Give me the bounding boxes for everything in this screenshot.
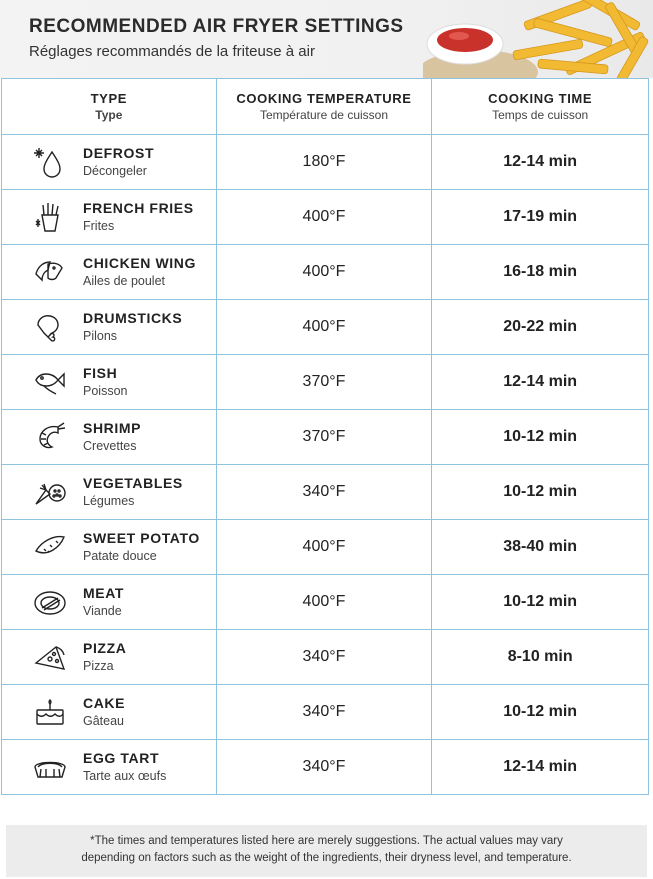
page-title: RECOMMENDED AIR FRYER SETTINGS: [29, 16, 404, 37]
food-name-fr: Pilons: [83, 329, 118, 343]
time-cell: 10-12 min: [432, 685, 649, 740]
temperature-cell: 400°F: [216, 575, 432, 630]
time-header-fr: Temps de cuisson: [492, 108, 589, 122]
food-name-fr: Ailes de poulet: [83, 274, 166, 288]
type-header-fr: Type: [95, 108, 123, 122]
food-name-fr: Viande: [83, 604, 122, 618]
table-row: [2, 575, 649, 630]
food-name-fr: Décongeler: [83, 164, 147, 178]
table-row: [2, 300, 649, 355]
time-cell: 12-14 min: [432, 740, 649, 795]
sweet-potato-icon: [32, 531, 68, 563]
time-header-en: COOKING TIME: [488, 91, 593, 106]
food-name-fr: Tarte aux œufs: [83, 769, 167, 783]
table-row: [2, 520, 649, 575]
time-cell: 17-19 min: [432, 190, 649, 245]
temperature-cell: 400°F: [216, 190, 432, 245]
page-subtitle: Réglages recommandés de la friteuse à air: [29, 43, 315, 60]
table-header-row: [2, 79, 649, 135]
temperature-cell: 370°F: [216, 410, 432, 465]
time-cell: 8-10 min: [432, 630, 649, 685]
food-name: CHICKEN WING: [83, 255, 196, 271]
vegetables-icon: [32, 476, 68, 508]
french-fries-icon: [32, 201, 68, 233]
type-cell: [2, 135, 217, 190]
food-name: FRENCH FRIES: [83, 200, 194, 216]
footnote-line-1: *The times and temperatures listed here are merely suggestions. The actual values may vary: [90, 835, 563, 847]
food-name-fr: Crevettes: [83, 439, 137, 453]
table-row: [2, 245, 649, 300]
table-row: [2, 685, 649, 740]
type-cell: [2, 520, 217, 575]
time-cell: 10-12 min: [432, 575, 649, 630]
food-name: SWEET POTATO: [83, 530, 200, 546]
type-cell: [2, 630, 217, 685]
type-cell: [2, 575, 217, 630]
table-row: [2, 465, 649, 520]
shrimp-icon: [32, 421, 68, 453]
type-cell: [2, 245, 217, 300]
temperature-cell: 340°F: [216, 685, 432, 740]
food-name-fr: Pizza: [83, 659, 114, 673]
temperature-cell: 180°F: [216, 135, 432, 190]
table-row: [2, 630, 649, 685]
meat-icon: [32, 586, 68, 618]
chicken-wing-icon: [32, 256, 68, 288]
food-name-fr: Frites: [83, 219, 115, 233]
food-name: CAKE: [83, 695, 126, 711]
time-cell: 38-40 min: [432, 520, 649, 575]
footnote-line-2: depending on factors such as the weight of the ingredients, their dryness level, and temperature.: [81, 852, 572, 864]
temperature-header-fr: Température de cuisson: [259, 108, 389, 122]
temperature-cell: 340°F: [216, 740, 432, 795]
time-cell: 12-14 min: [432, 355, 649, 410]
egg-tart-icon: [32, 751, 68, 783]
type-header-en: TYPE: [90, 91, 127, 106]
food-name: VEGETABLES: [83, 475, 183, 491]
temperature-cell: 400°F: [216, 520, 432, 575]
table-row: [2, 410, 649, 465]
temperature-cell: 400°F: [216, 245, 432, 300]
food-name: FISH: [83, 365, 118, 381]
type-column-header: [2, 79, 217, 135]
defrost-icon: [32, 146, 68, 178]
temperature-cell: 400°F: [216, 300, 432, 355]
time-column-header: [432, 79, 649, 135]
header-banner: [0, 0, 653, 78]
time-cell: 10-12 min: [432, 410, 649, 465]
temperature-cell: 340°F: [216, 630, 432, 685]
time-cell: 20-22 min: [432, 300, 649, 355]
temperature-cell: 340°F: [216, 465, 432, 520]
food-name-fr: Patate douce: [83, 549, 157, 563]
temperature-header-en: COOKING TEMPERATURE: [236, 91, 412, 106]
type-cell: [2, 685, 217, 740]
type-cell: [2, 740, 217, 795]
fries-ketchup-image: [423, 0, 653, 78]
food-name: SHRIMP: [83, 420, 142, 436]
type-cell: [2, 355, 217, 410]
time-cell: 12-14 min: [432, 135, 649, 190]
cake-icon: [32, 696, 68, 728]
fish-icon: [32, 366, 68, 398]
time-cell: 10-12 min: [432, 465, 649, 520]
table-row: [2, 135, 649, 190]
food-name-fr: Poisson: [83, 384, 128, 398]
table-row: [2, 740, 649, 795]
food-name-fr: Gâteau: [83, 714, 125, 728]
drumstick-icon: [32, 311, 68, 343]
type-cell: [2, 410, 217, 465]
food-name: PIZZA: [83, 640, 127, 656]
food-name: EGG TART: [83, 750, 160, 766]
time-cell: 16-18 min: [432, 245, 649, 300]
type-cell: [2, 300, 217, 355]
table-row: [2, 190, 649, 245]
temperature-column-header: [216, 79, 432, 135]
type-cell: [2, 465, 217, 520]
food-name: DEFROST: [83, 145, 155, 161]
food-name-fr: Légumes: [83, 494, 135, 508]
footnote: [6, 825, 647, 877]
food-name: MEAT: [83, 585, 125, 601]
food-name: DRUMSTICKS: [83, 310, 183, 326]
temperature-cell: 370°F: [216, 355, 432, 410]
type-cell: [2, 190, 217, 245]
table-row: [2, 355, 649, 410]
settings-table: [1, 78, 649, 795]
pizza-icon: [32, 641, 68, 673]
